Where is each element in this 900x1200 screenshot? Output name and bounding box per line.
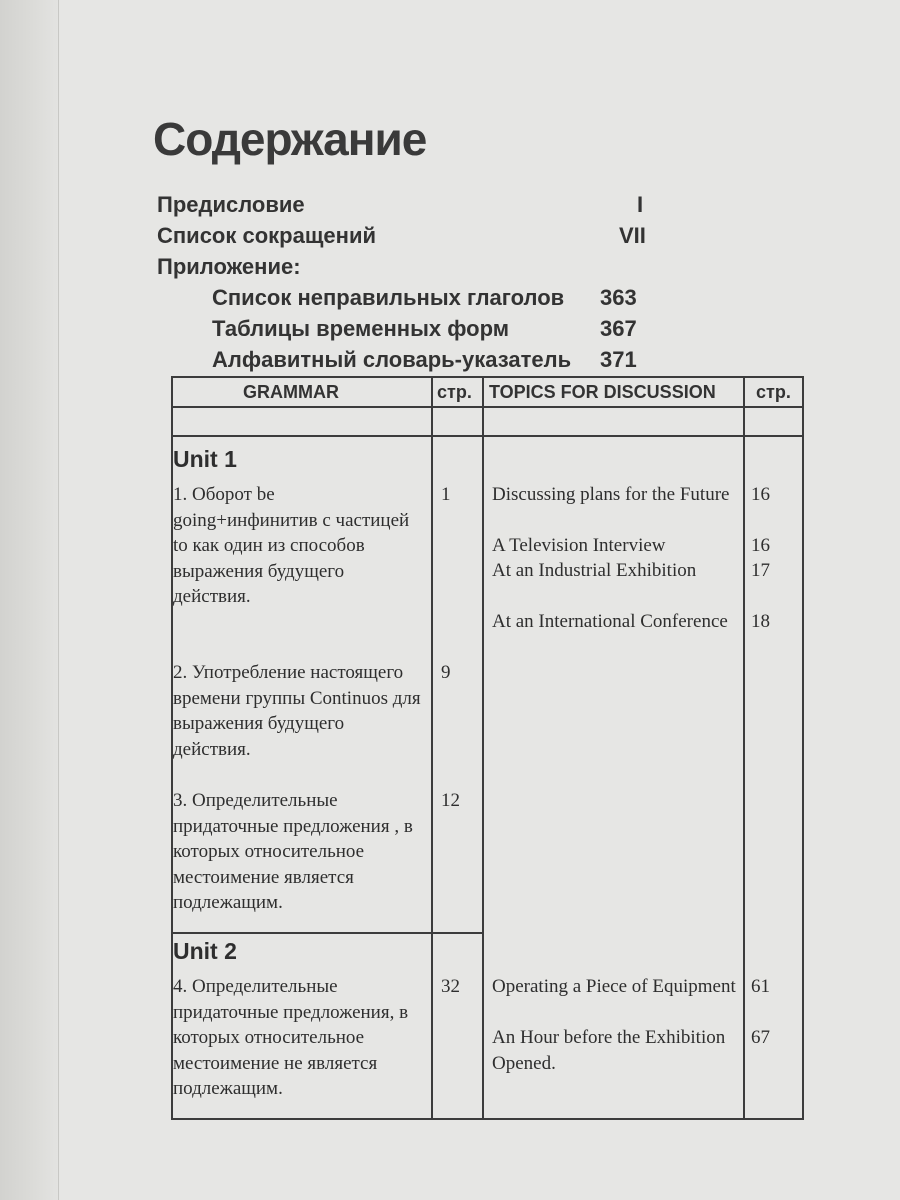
header-grammar-page: стр. — [437, 382, 472, 402]
header-topics-page: стр. — [756, 382, 791, 402]
grammar-page: 32 — [441, 976, 460, 997]
book-gutter — [0, 0, 59, 1200]
topic-page: 16 — [751, 484, 770, 505]
grammar-text: 1. Оборот be going+инфинитив с частицей to как один из способов выражения будущего действия. — [173, 484, 410, 607]
front-matter-item — [157, 254, 657, 285]
front-matter-label: Алфавитный словарь-указатель — [212, 347, 572, 372]
topic-item: An Hour before the Exhibition Opened. — [492, 1027, 726, 1074]
front-matter-item — [157, 347, 657, 378]
topic-item: Operating a Piece of Equipment — [492, 976, 736, 997]
contents-table — [171, 376, 804, 1120]
front-matter-item — [157, 316, 657, 347]
grammar-page: 1 — [441, 484, 451, 505]
column-divider — [743, 378, 745, 1118]
front-matter-item — [157, 285, 657, 316]
grammar-page: 9 — [441, 662, 451, 683]
front-matter-page: VII — [619, 223, 646, 248]
front-matter-item — [157, 223, 657, 254]
front-matter-page: I — [637, 192, 644, 217]
page-title: Содержание — [153, 113, 427, 165]
column-divider — [482, 378, 484, 1118]
front-matter-list — [157, 192, 657, 378]
front-matter-label: Список сокращений — [157, 223, 376, 248]
front-matter-page: 367 — [600, 316, 637, 341]
grammar-text: 3. Определительные придаточные предложения , в которых относительное местоимение является подлежащим. — [173, 790, 413, 913]
topic-page: 16 — [751, 535, 770, 556]
grammar-text: 4. Определительные придаточные предложения, в которых относительное местоимение не является подлежащим. — [173, 976, 409, 1099]
topic-item: At an Industrial Exhibition — [492, 560, 697, 581]
front-matter-label: Предисловие — [157, 192, 305, 217]
header-divider — [173, 406, 802, 408]
grammar-page: 12 — [441, 790, 460, 811]
topic-page: 61 — [751, 976, 770, 997]
topic-page: 18 — [751, 611, 770, 632]
topic-page: 67 — [751, 1027, 770, 1048]
header-grammar: GRAMMAR — [243, 382, 339, 402]
grammar-text: 2. Употребление настоящего времени группы Continuos для выражения будущего действия. — [173, 662, 421, 760]
topic-item: A Television Interview — [492, 535, 666, 556]
grammar-item — [173, 660, 423, 762]
front-matter-label: Приложение: — [157, 254, 301, 279]
header-topics: TOPICS FOR DISCUSSION — [489, 382, 716, 402]
grammar-item — [173, 974, 423, 1102]
row-divider — [173, 435, 802, 437]
grammar-item — [173, 788, 423, 916]
topic-page: 17 — [751, 560, 770, 581]
grammar-item — [173, 482, 423, 610]
front-matter-label: Список неправильных глаголов — [212, 285, 565, 310]
front-matter-label: Таблицы временных форм — [212, 316, 510, 341]
unit-divider — [173, 932, 482, 934]
front-matter-page: 363 — [600, 285, 637, 310]
topic-item: At an International Conference — [492, 611, 728, 632]
front-matter-page: 371 — [600, 347, 637, 372]
front-matter-item — [157, 192, 657, 223]
unit-title: Unit 1 — [173, 446, 237, 472]
topic-item: Discussing plans for the Future — [492, 484, 730, 505]
unit-title: Unit 2 — [173, 938, 237, 964]
column-divider — [431, 378, 433, 1118]
